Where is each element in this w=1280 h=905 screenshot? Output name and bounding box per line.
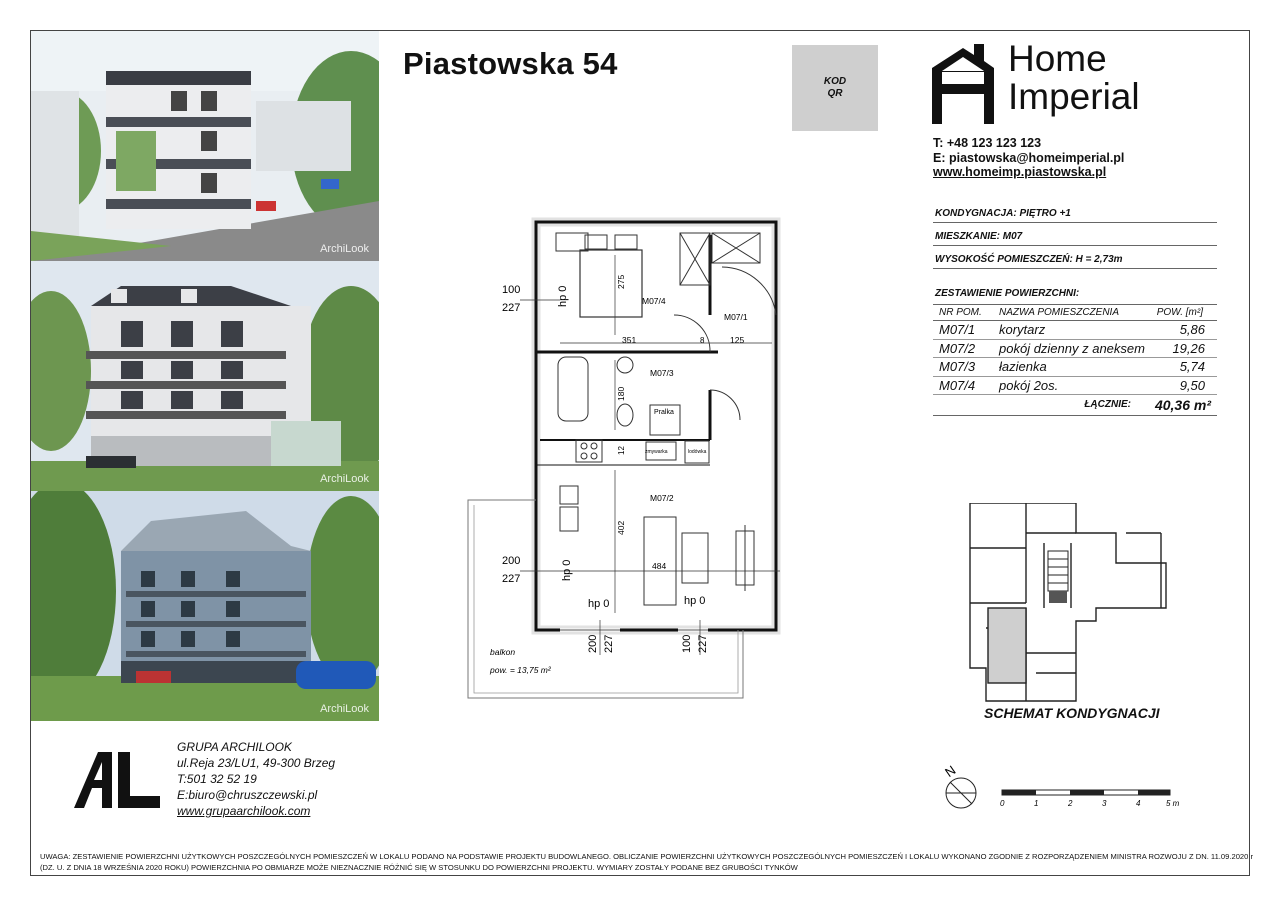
header-room-name: NAZWA POMIESZCZENIA (999, 307, 1120, 318)
info-height: WYSOKOŚĆ POMIESZCZEŃ: H = 2,73m (933, 252, 1217, 269)
architect-block (177, 739, 335, 819)
scale-bar (1000, 788, 1190, 810)
apartment-floor-plan (460, 215, 790, 705)
table-row (933, 377, 1217, 396)
total-value: 40,36 m² (1154, 397, 1211, 413)
dim-125: 125 (730, 335, 745, 345)
balcony-label: balkon (490, 647, 516, 657)
plan-fridge-label: lodówka (688, 449, 707, 455)
brand-name (1008, 40, 1140, 116)
total-label: ŁĄCZNIE: (1084, 399, 1131, 410)
window-dim-227-c: 227 (603, 634, 615, 653)
scale-tick-3: 3 (1102, 799, 1107, 808)
contact-phone: T: +48 123 123 123 (933, 136, 1042, 150)
dim-275: 275 (616, 274, 626, 289)
rooms-table (933, 304, 1217, 416)
plan-room-label-m07-4: M07/4 (642, 296, 666, 306)
dim-402: 402 (616, 520, 626, 535)
window-dim-100-b: 100 (681, 634, 693, 653)
architect-website-link[interactable]: www.grupaarchilook.com (177, 804, 311, 818)
info-summary-title: ZESTAWIENIE POWIERZCHNI: (935, 288, 1080, 299)
table-row (933, 321, 1217, 340)
hp-label-4: hp 0 (684, 595, 706, 607)
brand-line-2: Imperial (1008, 76, 1140, 117)
brand-line-1: Home (1008, 38, 1107, 79)
room-area: 19,26 (1172, 340, 1205, 356)
rendering-photo-1 (31, 31, 379, 261)
room-id: M07/3 (939, 359, 976, 374)
window-dim-227-b: 227 (502, 573, 521, 585)
schema-title: SCHEMAT KONDYGNACJI (984, 705, 1160, 721)
footnote-line-1: UWAGA: ZESTAWIENIE POWIERZCHNI UŻYTKOWYCH POSZCZEGÓLNYCH POMIESZCZEŃ W LOKALU PODANO NA PODSTAWIE PROJEKTU BUDOWLANEGO. OBLICZANIE POWIERZCHNI UŻYTKOWYCH POSZCZEGÓLNYCH POMIESZCZEŃ I LOKALU WYKONANO ZGODNIE Z ROZPORZĄDZENIEM MINISTRA ROZWOJU Z DN. 11.09.2020 r (40, 852, 1254, 861)
balcony-area: pow. = 13,75 m² (490, 665, 551, 675)
scale-tick-5: 5 m (1166, 799, 1180, 808)
rooms-total-row (933, 395, 1217, 416)
watermark-2: ArchiLook (320, 473, 369, 485)
dim-180: 180 (616, 386, 626, 401)
rendering-photo-2 (31, 261, 379, 491)
room-area: 9,50 (1179, 377, 1205, 393)
room-name: pokój 2os. (999, 377, 1059, 393)
hp-label-1: hp 0 (557, 285, 569, 307)
window-dim-200-a: 200 (502, 555, 521, 567)
plan-room-label-m07-1: M07/1 (724, 312, 748, 322)
dim-351: 351 (622, 335, 637, 345)
dim-8: 8 (700, 336, 705, 345)
scale-tick-0: 0 (1000, 799, 1005, 808)
compass-letter: N (942, 762, 959, 781)
dim-484: 484 (652, 561, 667, 571)
contact-email[interactable]: E: piastowska@homeimperial.pl (933, 150, 1125, 165)
qr-code-placeholder[interactable] (792, 45, 878, 131)
room-name: łazienka (999, 359, 1047, 374)
scale-tick-1: 1 (1034, 799, 1039, 808)
info-apartment: MIESZKANIE: M07 (933, 229, 1217, 246)
architect-email[interactable]: E:biuro@chruszczewski.pl (177, 788, 318, 802)
room-name: pokój dzienny z aneksem (999, 340, 1145, 356)
plan-room-label-m07-3: M07/3 (650, 368, 674, 378)
header-room-no: NR POM. (939, 307, 982, 318)
room-id: M07/4 (939, 377, 976, 393)
plan-dishwasher-label: zmywarka (645, 449, 668, 455)
contact-block (933, 136, 1124, 180)
table-row (933, 358, 1217, 377)
dim-12: 12 (617, 446, 626, 455)
window-dim-227-d: 227 (697, 634, 709, 653)
architect-name: GRUPA ARCHILOOK (177, 740, 292, 754)
hp-label-3: hp 0 (588, 598, 610, 610)
compass-icon (940, 762, 982, 812)
contact-website-link[interactable]: www.homeimp.piastowska.pl (933, 165, 1107, 179)
project-title: Piastowska 54 (403, 46, 618, 81)
legal-footnote (40, 851, 1253, 873)
qr-line-2: QR (827, 88, 843, 99)
room-id: M07/1 (939, 322, 976, 337)
plan-room-label-m07-2: M07/2 (650, 493, 674, 503)
architect-address: ul.Reja 23/LU1, 49-300 Brzeg (177, 756, 336, 770)
info-floor: KONDYGNACJA: PIĘTRO +1 (933, 206, 1217, 223)
window-dim-100-a: 100 (502, 284, 521, 296)
archilook-logo-icon (74, 750, 164, 810)
architect-phone: T:501 32 52 19 (177, 772, 257, 786)
window-dim-227-a: 227 (502, 302, 521, 314)
qr-line-1: KOD (823, 76, 847, 87)
footnote-line-2: (DZ. U. Z DNIA 18 WRZEŚNIA 2020 ROKU) POWIERZCHNIA PO OBMIARZE MOŻE NIEZNACZNIE RÓŻNIĆ SIĘ W STOSUNKU DO POWIERZCHNI PROJEKTU. WYMIARY ZOSTAŁY PODANE BEZ GRUBOŚCI TYNKÓW (40, 863, 798, 872)
plan-washer-label: Pralka (654, 409, 674, 416)
room-id: M07/2 (939, 340, 976, 356)
watermark-3: ArchiLook (320, 703, 369, 715)
hp-label-2: hp 0 (561, 559, 573, 581)
rendering-photo-3 (31, 491, 379, 721)
room-area: 5,74 (1179, 359, 1205, 374)
scale-tick-4: 4 (1136, 799, 1141, 808)
window-dim-200-b: 200 (587, 634, 599, 653)
room-name: korytarz (999, 322, 1046, 337)
rooms-table-header (933, 304, 1217, 321)
watermark-1: ArchiLook (320, 243, 369, 255)
room-area: 5,86 (1179, 322, 1205, 337)
scale-tick-2: 2 (1068, 799, 1073, 808)
table-row (933, 340, 1217, 359)
home-imperial-logo-icon (932, 44, 994, 124)
header-room-area: POW. [m²] (1156, 307, 1203, 318)
floor-schema-diagram (966, 503, 1171, 703)
